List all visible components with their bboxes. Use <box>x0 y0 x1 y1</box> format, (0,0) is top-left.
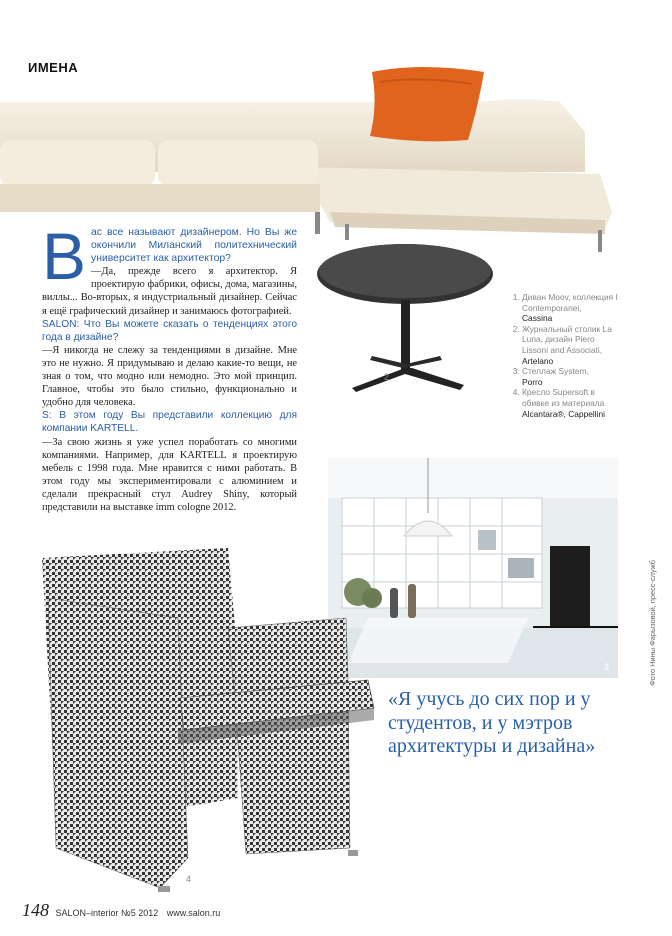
caption-item: 2. Журнальный столик La Luna, дизайн Piero Lissoni and Associati, Artelano <box>522 324 620 366</box>
caption-item: 4. Кресло Supersoft в обивке из материала Alcantara®, Cappellini <box>522 387 620 419</box>
article-text <box>42 219 297 514</box>
drop-cap: В <box>42 219 87 293</box>
website: www.salon.ru <box>166 908 221 918</box>
question-3: S: В этом году Вы представили коллекцию для компании KARTELL. <box>42 410 297 435</box>
image-number-2: 2 <box>384 372 390 382</box>
image-number-4: 4 <box>186 874 192 884</box>
pull-quote: «Я учусь до сих пор и у студентов, и у мэтров архитектуры и дизайна» <box>388 688 596 757</box>
magazine-issue: SALON–interior №5 2012 <box>55 908 159 918</box>
answer-2: —Я никогда не слежу за тенденциями в дизайне. Мне это не нужно. Я придумываю и делаю какие-то вещи, не зная о том, что модно или немодно. Это мой принцип. Главное, чтобы это было стильно, функционально и удобно для человека. <box>42 344 297 409</box>
answer-1: —Да, прежде всего я архитектор. Я проектирую фабрики, офисы, дома, магазины, виллы... Во-вторых, я индустриальный дизайнер. Сейчас я ещё графический дизайнер и занимаюсь фотографией. <box>42 266 297 317</box>
photo-credit: Фото Нины Фарызовой, пресс-служб <box>648 560 657 686</box>
image-number-3: 3 <box>604 662 610 672</box>
question-2: SALON: Что Вы можете сказать о тенденциях этого года в дизайне? <box>42 318 297 343</box>
page-footer <box>22 900 226 921</box>
answer-3: —За свою жизнь я уже успел поработать со многими компаниями. Например, для KARTELL я проектирую мебель с 1998 года. Мне нравится с ними работать. В этом году мы экспериментировали с алюминием и сделали прекрасный стул Audrey Shiny, который представили на выставке imm cologne 2012. <box>42 436 297 513</box>
page-number: 148 <box>22 900 49 920</box>
caption-item: 1. Диван Moov, коллекция I Contemporanei, Cassina <box>522 292 620 324</box>
coffee-table-photo <box>300 240 500 400</box>
lead-question: ас все называют дизайнером. Но Вы же окончили Миланский политехнический университет как архитектор? <box>91 227 297 265</box>
armchair-photo <box>28 548 388 900</box>
caption-item: 3. Стеллаж System, Porro <box>522 366 620 387</box>
photo-captions <box>510 292 620 419</box>
section-label: ИМЕНА <box>28 60 79 75</box>
